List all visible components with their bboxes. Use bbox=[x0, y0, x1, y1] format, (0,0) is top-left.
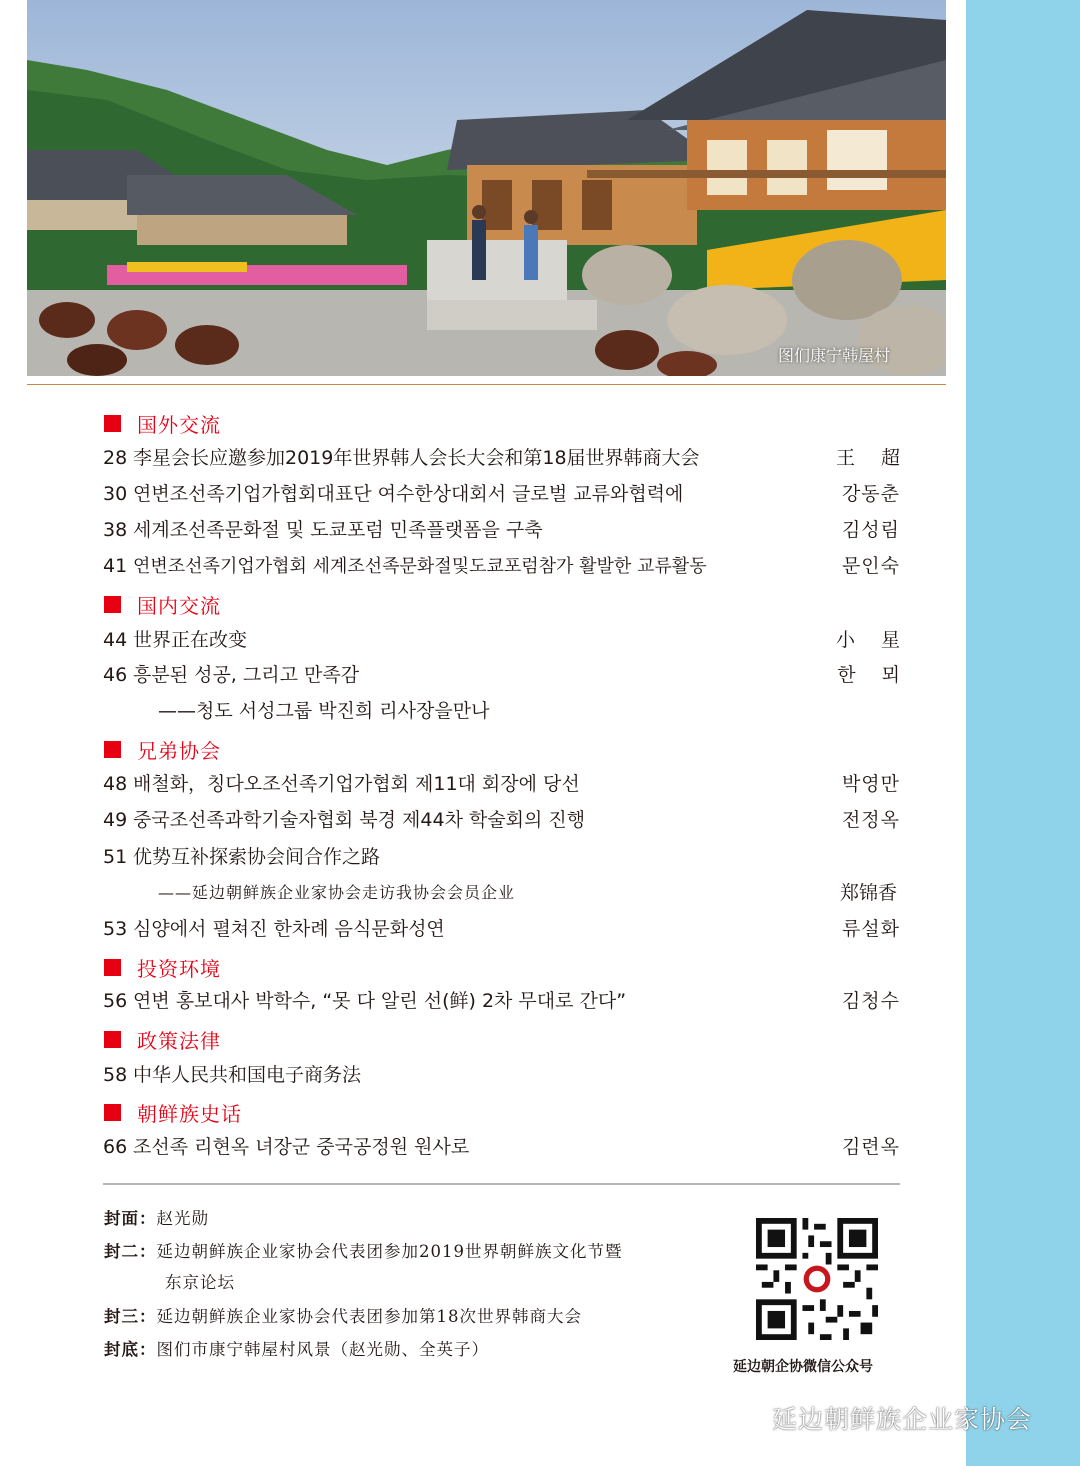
credit-label: 封二： bbox=[104, 1242, 157, 1261]
section-title: 国外交流 bbox=[137, 412, 221, 437]
credit-text: 延边朝鲜族企业家协会代表团参加2019世界朝鲜族文化节暨 bbox=[156, 1242, 623, 1261]
credit-front-cover bbox=[104, 1207, 209, 1231]
page-number: 41 bbox=[103, 555, 128, 577]
red-square-bullet bbox=[104, 1104, 121, 1121]
article-title: 연변 홍보대사 박학수, “못 다 알린 선(鲜) 2차 무대로 간다” bbox=[133, 990, 627, 1012]
page-number: 46 bbox=[103, 664, 128, 686]
page-number: 56 bbox=[103, 990, 128, 1012]
article-title: 李星会长应邀参加2019年世界韩人会长大会和第18届世界韩商大会 bbox=[133, 447, 700, 469]
toc-entry[interactable] bbox=[103, 515, 900, 545]
article-author: 박영만 bbox=[841, 773, 900, 795]
article-title: 세계조선족문화절 및 도쿄포럼 민족플랫폼을 구축 bbox=[133, 519, 543, 541]
page-number: 53 bbox=[103, 918, 128, 940]
red-square-bullet bbox=[104, 741, 121, 758]
credit-cover-two bbox=[104, 1240, 623, 1264]
section-heading bbox=[104, 734, 221, 764]
article-title: 심양에서 펼쳐진 한차례 음식문화성연 bbox=[133, 918, 445, 940]
section-title: 国内交流 bbox=[137, 593, 221, 618]
section-title: 兄弟协会 bbox=[137, 738, 221, 763]
red-square-bullet bbox=[104, 1031, 121, 1048]
page-number: 49 bbox=[103, 809, 128, 831]
article-author: 한뫼 bbox=[837, 664, 926, 686]
toc-entry[interactable] bbox=[103, 769, 900, 799]
section-heading bbox=[104, 589, 221, 619]
page-number: 30 bbox=[103, 483, 128, 505]
wechat-icon bbox=[730, 1405, 764, 1431]
page-number: 44 bbox=[103, 629, 128, 651]
article-author: 小星 bbox=[835, 629, 926, 651]
article-title: 조선족 리현옥 녀장군 중국공정원 원사로 bbox=[133, 1136, 470, 1158]
section-heading bbox=[104, 408, 221, 438]
article-subtitle: ——청도 서성그룹 박진희 리사장을만나 bbox=[158, 700, 490, 722]
article-title: 흥분된 성공, 그리고 만족감 bbox=[133, 664, 360, 686]
section-title: 朝鲜族史话 bbox=[137, 1101, 242, 1126]
toc-entry[interactable] bbox=[103, 842, 900, 872]
article-title: 연변조선족기업가협회 세계조선족문화절및도쿄포럼참가 활발한 교류활동 bbox=[133, 556, 707, 577]
toc-entry[interactable] bbox=[103, 660, 926, 690]
credit-back-cover bbox=[104, 1338, 489, 1362]
toc-entry[interactable] bbox=[103, 1060, 900, 1090]
toc-entry[interactable] bbox=[103, 805, 900, 835]
toc-entry[interactable] bbox=[103, 443, 926, 473]
article-title: 世界正在改变 bbox=[133, 629, 248, 651]
hanok-village-photo bbox=[27, 0, 946, 376]
article-title: 배철화，칭다오조선족기업가협회 제11대 회장에 당선 bbox=[133, 773, 580, 795]
article-author: 류설화 bbox=[841, 918, 900, 940]
watermark-text: 延边朝鲜族企业家协会 bbox=[772, 1405, 1033, 1434]
credit-text: 延边朝鲜族企业家协会代表团参加第18次世界韩商大会 bbox=[156, 1307, 582, 1326]
page-number: 51 bbox=[103, 846, 128, 868]
photo-caption: 图们康宁韩屋村 bbox=[777, 346, 890, 365]
section-heading bbox=[104, 1024, 221, 1054]
credit-cover-three bbox=[104, 1305, 582, 1329]
credit-text: 赵光勋 bbox=[156, 1209, 209, 1228]
toc-entry[interactable] bbox=[103, 986, 900, 1016]
page-number: 38 bbox=[103, 519, 128, 541]
page-number: 48 bbox=[103, 773, 128, 795]
article-author: 김청수 bbox=[841, 990, 900, 1012]
article-author: 문인숙 bbox=[841, 555, 900, 577]
article-author: 김련옥 bbox=[841, 1136, 900, 1158]
right-color-band bbox=[966, 0, 1080, 1466]
article-author: 김성림 bbox=[841, 519, 900, 541]
red-square-bullet bbox=[104, 415, 121, 432]
credit-label: 封面： bbox=[104, 1209, 157, 1228]
credit-text: 图们市康宁韩屋村风景（赵光勋、全英子） bbox=[156, 1340, 489, 1359]
article-author: 강동춘 bbox=[841, 483, 900, 505]
section-heading bbox=[104, 1097, 242, 1127]
section-heading bbox=[104, 952, 221, 982]
article-author: 郑锦香 bbox=[840, 882, 898, 904]
credit-label: 封三： bbox=[104, 1307, 157, 1326]
toc-entry[interactable] bbox=[103, 551, 900, 581]
toc-entry[interactable] bbox=[103, 1132, 900, 1162]
page-number: 58 bbox=[103, 1064, 128, 1086]
page-number: 66 bbox=[103, 1136, 128, 1158]
article-author: 王超 bbox=[835, 447, 926, 469]
qr-caption: 延边朝企协微信公众号 bbox=[733, 1359, 873, 1375]
section-title: 投资环境 bbox=[137, 956, 221, 981]
section-title: 政策法律 bbox=[137, 1028, 221, 1053]
article-title: 중국조선족과학기술자협회 북경 제44차 학술회의 진행 bbox=[133, 809, 586, 831]
article-title: 연변조선족기업가협회대표단 여수한상대회서 글로벌 교류와협력에 bbox=[133, 483, 684, 505]
article-title: 中华人民共和国电子商务法 bbox=[133, 1064, 362, 1086]
article-title: 优势互补探索协会间合作之路 bbox=[133, 846, 381, 868]
article-author: 전정옥 bbox=[841, 809, 900, 831]
toc-divider bbox=[103, 1183, 900, 1185]
red-square-bullet bbox=[104, 959, 121, 976]
article-subtitle: ——延边朝鲜族企业家协会走访我协会会员企业 bbox=[158, 883, 516, 902]
toc-entry[interactable] bbox=[103, 479, 900, 509]
wechat-watermark bbox=[730, 1400, 1032, 1436]
page-number: 28 bbox=[103, 447, 128, 469]
photo-divider bbox=[27, 384, 946, 385]
red-square-bullet bbox=[104, 596, 121, 613]
toc-entry[interactable] bbox=[103, 914, 900, 944]
toc-entry[interactable] bbox=[103, 625, 926, 655]
wechat-qr-code[interactable] bbox=[756, 1218, 878, 1340]
credit-text-continued: 东京论坛 bbox=[165, 1273, 235, 1292]
credit-label: 封底： bbox=[104, 1340, 157, 1359]
